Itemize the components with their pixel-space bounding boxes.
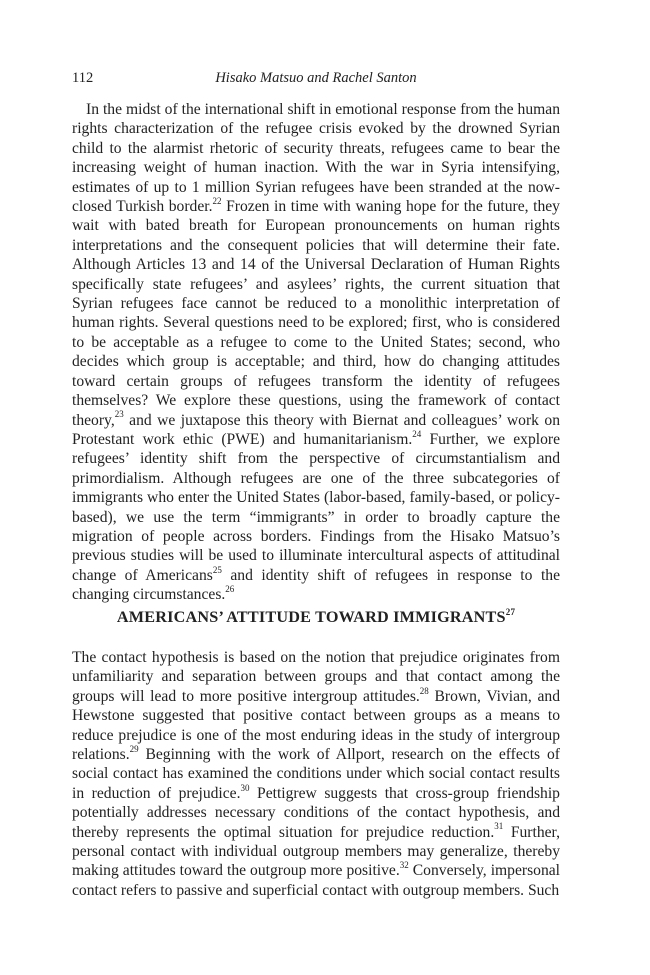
text-run: Pettigrew suggests that cross-group friendship potentially addresses necessary conditions of the contact hypothesis, and thereby represents the optimal situation for prejudice reduction. — [72, 784, 560, 841]
text-run: Further, we explore refugees’ identity shift from the perspective of circumstantialism and primordialism. Although refugees are one of the three subcategories of immigrants who enter the United States (labor-based, family-based, or policy-based), we use the term “immigrants” in order to broadly capture the migration of people across borders. Findings from the Hisako Matsuo’s previous studies will be used to illuminate intercultural aspects of attitudinal change of Americans — [72, 430, 560, 584]
section-heading-text: AMERICANS’ ATTITUDE TOWARD IMMIGRANTS — [116, 608, 506, 626]
text-run: Further, personal contact with individual outgroup members may generalize, thereby making attitudes toward the outgroup more positive. — [72, 823, 561, 880]
footnote-ref[interactable]: 32 — [399, 860, 409, 871]
text-run: The contact hypothesis is based on the notion that prejudice originates from unfamiliarity and separation between groups and that contact among the groups will lead to more positive intergroup attitudes. — [72, 649, 560, 705]
footnote-ref[interactable]: 28 — [419, 685, 429, 696]
running-title: Hisako Matsuo and Rachel Santon — [215, 70, 417, 86]
footnote-ref[interactable]: 29 — [129, 743, 139, 754]
paragraph-contact-hypothesis — [72, 648, 560, 900]
running-head — [72, 70, 560, 90]
text-run: and identity shift of refugees in response to the changing circumstances. — [72, 566, 560, 604]
paragraph-intro — [72, 100, 560, 605]
footnote-ref[interactable]: 25 — [212, 564, 222, 575]
footnote-ref[interactable]: 27 — [505, 606, 516, 617]
text-run: Beginning with the work of Allport, research on the effects of social contact has examined the conditions under which social contact results in reduction of prejudice. — [72, 746, 560, 802]
footnote-ref[interactable]: 26 — [225, 583, 235, 594]
section-heading — [72, 608, 560, 627]
footnote-ref[interactable]: 24 — [412, 428, 422, 439]
footnote-ref[interactable]: 31 — [494, 821, 504, 832]
text-run: and we juxtapose this theory with Biernat and colleagues’ work on Protestant work ethic (PWE) and humanitarianism. — [72, 411, 560, 448]
footnote-ref[interactable]: 23 — [114, 409, 124, 420]
text-run: Conversely, impersonal contact refers to passive and superficial contact with outgroup members. Such — [72, 862, 560, 899]
text-run: Frozen in time with waning hope for the future, they wait with bated breath for European pronouncements on human rights interpretations and the consequent policies that will determine their fate. Although Articles 13 and 14 of the Universal Declaration of Human Rights specifically state refugees’ and asylees’ rights, the current situation that Syrian refugees face cannot be reduced to a monolithic interpretation of human rights. Several questions need to be explored; first, who is considered to be acceptable as a refugee to come to the United States; second, who decides which group is acceptable; and third, how do changing attitudes toward certain groups of refugees transform the identity of refugees themselves? We explore these questions, using the framework of contact theory, — [72, 198, 560, 429]
footnote-ref[interactable]: 30 — [240, 782, 250, 793]
page-number: 112 — [72, 70, 94, 86]
text-run: Brown, Vivian, and Hewstone suggested that positive contact between groups as a means to reduce prejudice is one of the most enduring ideas in the study of intergroup relations. — [72, 687, 560, 764]
footnote-ref[interactable]: 22 — [212, 195, 222, 206]
text-run: In the midst of the international shift in emotional response from the human rights characterization of the refugee crisis evoked by the drowned Syrian child to the alarmist rhetoric of security threats, refugees came to bear the increasing weight of human inaction. With the war in Syria intensifying, estimates of up to 1 million Syrian refugees have been stranded at the now-closed Turkish border. — [72, 101, 560, 216]
